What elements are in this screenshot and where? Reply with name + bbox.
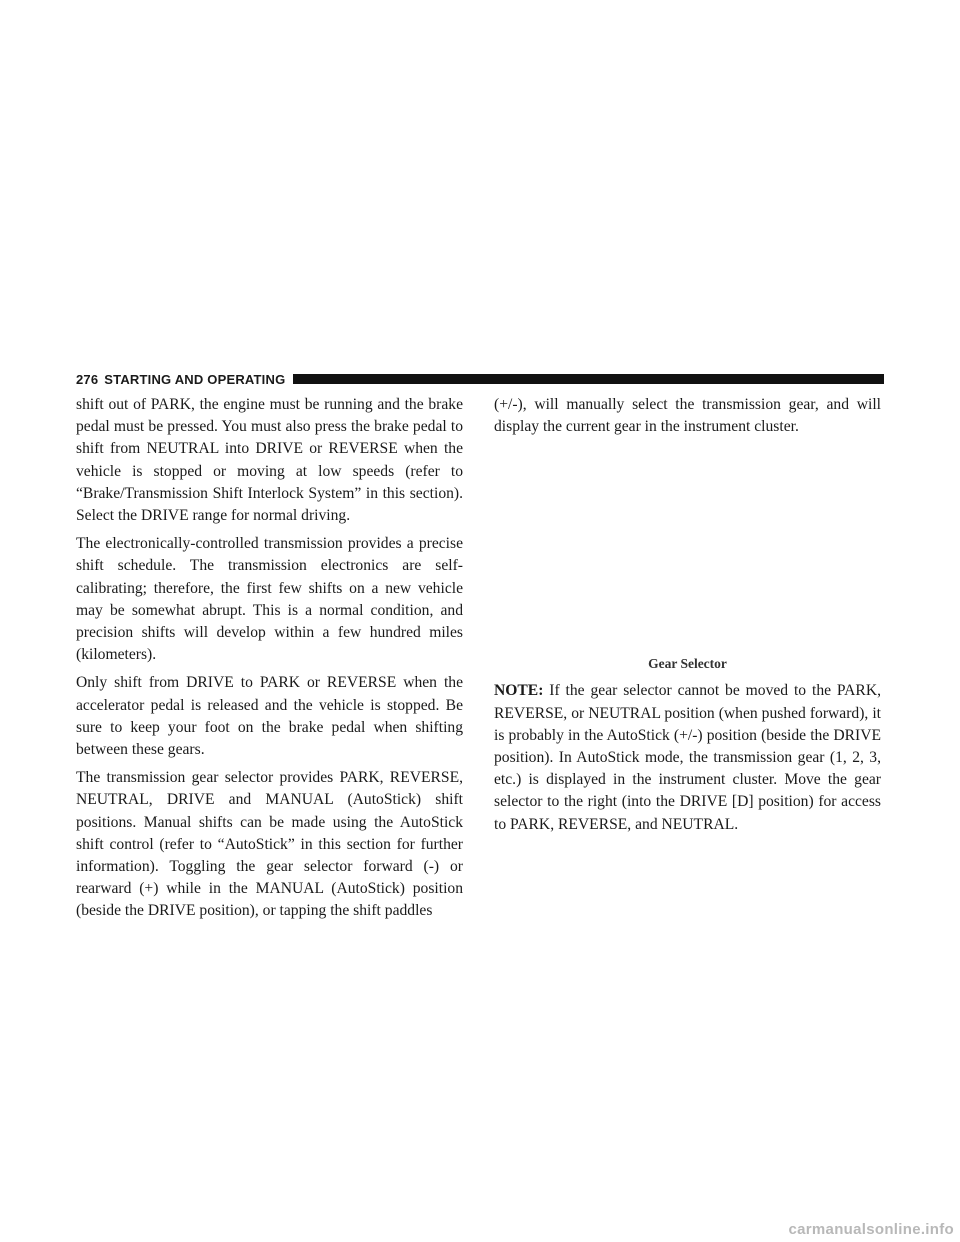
header-rule [293,374,884,384]
right-column [494,394,881,842]
paragraph-electronic-transmission: The electronically-controlled transmission provides a precise shift schedule. The transmission electronics are self-calibrating; therefore, the first few shifts on a new vehicle may be somewhat abrupt. This is a normal condition, and precision shifts will develop within a few hundred miles (kilometers). [76,535,463,664]
paragraph-shift-out-of-park: shift out of PARK, the engine must be running and the brake pedal must be pressed. You must also press the brake pedal to shift from NEUTRAL into DRIVE or REVERSE when the vehicle is stopped or moving at low speeds (refer to “Brake/Transmission Shift Interlock System” in this section). Select the DRIVE range for normal driving. [76,396,463,525]
paragraph-gear-selector-positions: The transmission gear selector provides PARK, REVERSE, NEUTRAL, DRIVE and MANUAL (AutoStick) shift positions. Manual shifts can be made using the AutoStick shift control (refer to “AutoStick” in this section for further information). Toggling the gear selector forward (-) or rearward (+) while in the MANUAL (AutoStick) position (beside the DRIVE position), or tapping the shift paddles [76,769,463,920]
paragraph-continuation: (+/-), will manually select the transmission gear, and will display the current gear in the instrument cluster. [494,396,881,436]
page-header [76,371,884,387]
note-label: NOTE: [494,682,544,700]
page-number: 276 [76,371,99,387]
figure-caption: Gear Selector [648,656,727,672]
section-title: STARTING AND OPERATING [104,371,286,387]
gear-selector-figure [494,444,881,654]
watermark: carmanualsonline.info [788,1221,954,1238]
note-paragraph [494,680,881,835]
paragraph-shift-drive-to-park: Only shift from DRIVE to PARK or REVERSE when the accelerator pedal is released and the vehicle is stopped. Be sure to keep your foot on the brake pedal when shifting between these gears. [76,674,463,759]
note-text: If the gear selector cannot be moved to the PARK, REVERSE, or NEUTRAL position (when pushed forward), it is probably in the AutoStick (+/-) position (beside the DRIVE position). In AutoStick mode, the transmission gear (1, 2, 3, etc.) is displayed in the instrument cluster. Move the gear selector to the right (into the DRIVE [D] position) for access to PARK, REVERSE, and NEUTRAL. [494,682,881,833]
left-column [76,394,463,929]
